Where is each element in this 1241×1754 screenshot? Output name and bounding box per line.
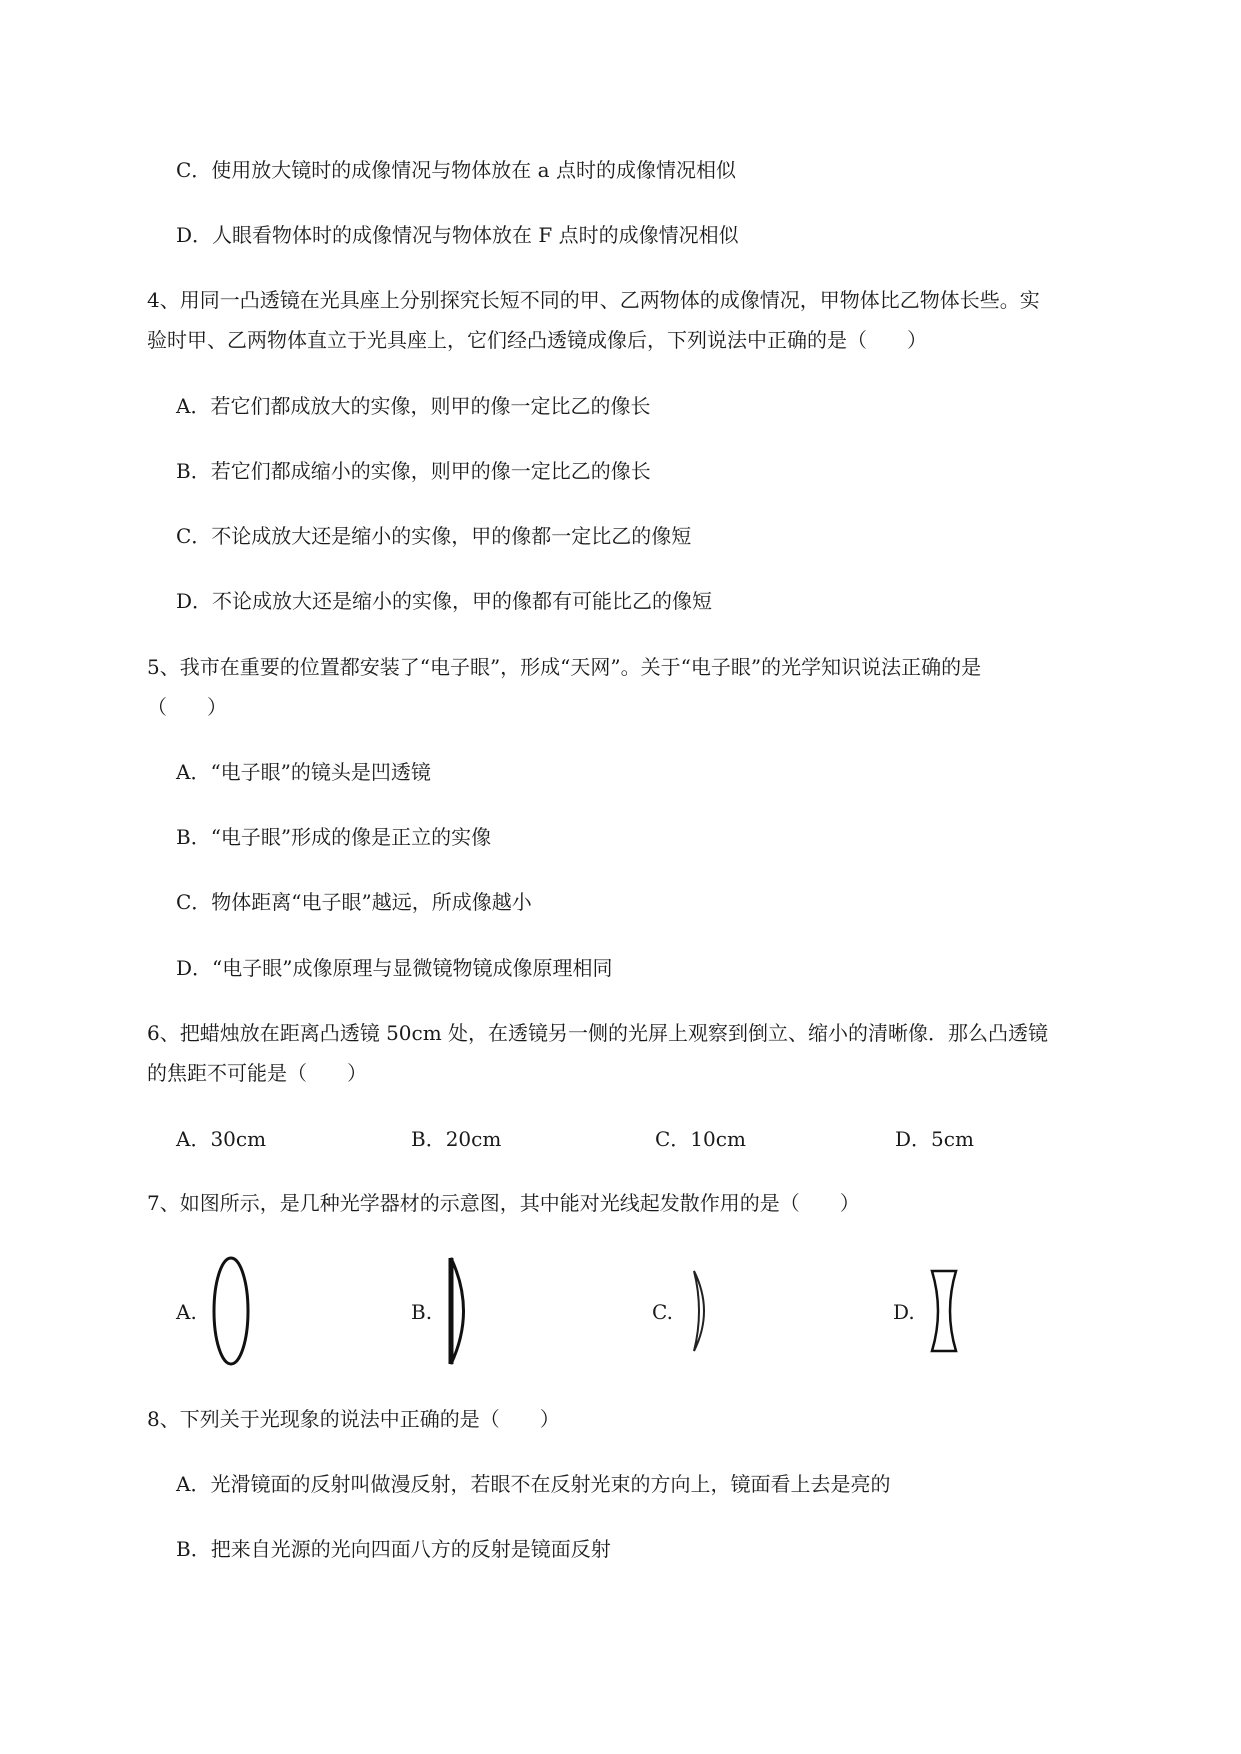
q8-option-a: A．光滑镜面的反射叫做漫反射，若眼不在反射光束的方向上，镜面看上去是亮的	[176, 1472, 891, 1496]
q6-option-b: B．20cm	[411, 1127, 502, 1151]
q7-stem: 7、如图所示，是几种光学器材的示意图，其中能对光线起发散作用的是（ ）	[147, 1191, 860, 1215]
q4-stem-line2: 验时甲、乙两物体直立于光具座上，它们经凸透镜成像后，下列说法中正确的是（ ）	[147, 328, 927, 352]
q7-label-b: B.	[411, 1300, 433, 1324]
q4-option-d: D．不论成放大还是缩小的实像，甲的像都有可能比乙的像短	[176, 589, 713, 613]
plano-convex-lens-icon	[446, 1255, 476, 1367]
q6-option-a: A．30cm	[176, 1127, 267, 1151]
q6-option-c: C．10cm	[655, 1127, 746, 1151]
q4-option-a: A．若它们都成放大的实像，则甲的像一定比乙的像长	[176, 394, 651, 418]
q5-option-b: B．“电子眼”形成的像是正立的实像	[176, 825, 492, 849]
q8-stem: 8、下列关于光现象的说法中正确的是（ ）	[147, 1407, 560, 1431]
q8-option-b: B．把来自光源的光向四面八方的反射是镜面反射	[176, 1537, 611, 1561]
meniscus-lens-icon	[686, 1268, 716, 1354]
q4-stem-line1: 4、用同一凸透镜在光具座上分别探究长短不同的甲、乙两物体的成像情况，甲物体比乙物体长些。实	[147, 288, 1040, 312]
q7-label-c: C.	[652, 1300, 673, 1324]
biconvex-lens-icon	[210, 1255, 252, 1367]
q5-option-c: C．物体距离“电子眼”越远，所成像越小	[176, 890, 532, 914]
q7-label-a: A.	[176, 1300, 197, 1324]
q4-option-b: B．若它们都成缩小的实像，则甲的像一定比乙的像长	[176, 459, 651, 483]
q3-option-d: D．人眼看物体时的成像情况与物体放在 F 点时的成像情况相似	[176, 223, 739, 247]
q5-stem-line2: （ ）	[147, 695, 227, 719]
q6-stem-line2: 的焦距不可能是（ ）	[147, 1061, 367, 1085]
q7-label-d: D.	[893, 1300, 915, 1324]
q5-option-a: A．“电子眼”的镜头是凹透镜	[176, 760, 431, 784]
q6-option-d: D．5cm	[895, 1127, 974, 1151]
q5-option-d: D．“电子眼”成像原理与显微镜物镜成像原理相同	[176, 956, 613, 980]
q3-option-c: C．使用放大镜时的成像情况与物体放在 a 点时的成像情况相似	[176, 158, 736, 182]
biconcave-lens-icon	[928, 1268, 960, 1354]
q4-option-c: C．不论成放大还是缩小的实像，甲的像都一定比乙的像短	[176, 524, 692, 548]
q6-stem-line1: 6、把蜡烛放在距离凸透镜 50cm 处，在透镜另一侧的光屏上观察到倒立、缩小的清晰像．那么凸透镜	[147, 1021, 1049, 1045]
q5-stem-line1: 5、我市在重要的位置都安装了“电子眼”，形成“天网”。关于“电子眼”的光学知识说法正确的是	[147, 655, 982, 679]
